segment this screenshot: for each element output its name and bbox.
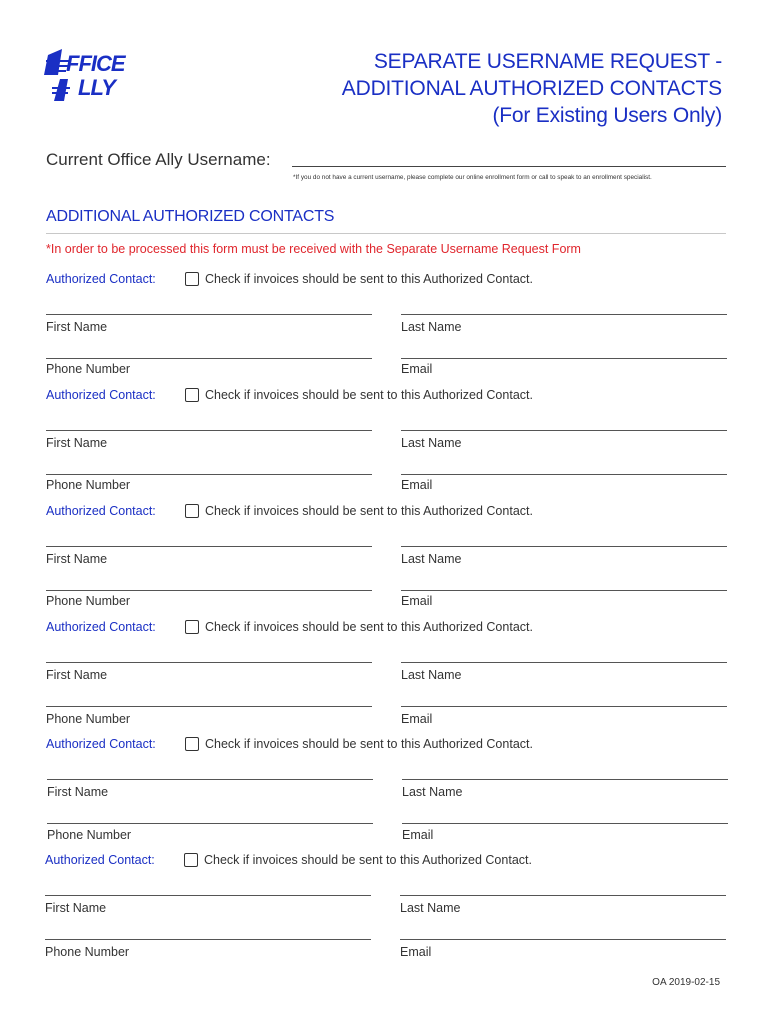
- phone-number-label: Phone Number: [46, 594, 131, 608]
- authorized-contact-block: [46, 737, 726, 847]
- office-ally-logo: [44, 45, 154, 101]
- form-version-code: OA 2019-02-15: [652, 977, 720, 988]
- invoice-checkbox[interactable]: [185, 737, 199, 751]
- authorized-contact-block: [45, 853, 725, 963]
- last-name-label: Last Name: [401, 320, 462, 334]
- first-name-label: First Name: [46, 320, 108, 334]
- email-line[interactable]: [401, 358, 727, 359]
- phone-number-label: Phone Number: [45, 945, 130, 959]
- first-name-label: First Name: [45, 901, 107, 915]
- authorized-contact-label: Authorized Contact:: [46, 737, 156, 751]
- svg-text:LLY: LLY: [78, 75, 115, 100]
- invoice-checkbox-label: Check if invoices should be sent to this Authorized Contact.: [205, 620, 533, 634]
- last-name-label: Last Name: [402, 785, 463, 799]
- username-label: Current Office Ally Username:: [46, 150, 271, 169]
- first-name-label: First Name: [46, 668, 108, 682]
- authorized-contact-block: [46, 388, 726, 498]
- email-line[interactable]: [401, 706, 727, 707]
- authorized-contact-label: Authorized Contact:: [46, 620, 156, 634]
- username-row: [46, 150, 726, 174]
- phone-number-line[interactable]: [46, 706, 372, 707]
- authorized-contact-block: [46, 620, 726, 730]
- last-name-label: Last Name: [401, 552, 462, 566]
- email-label: Email: [401, 478, 433, 492]
- section-divider: [46, 233, 726, 234]
- username-note: *If you do not have a current username, please complete our online enrollment form or call to speak to an enrollment specialist.: [293, 174, 652, 181]
- last-name-line[interactable]: [401, 430, 727, 431]
- first-name-label: First Name: [47, 785, 109, 799]
- title-line-1: SEPARATE USERNAME REQUEST -: [373, 50, 722, 73]
- email-label: Email: [401, 362, 433, 376]
- invoice-checkbox[interactable]: [185, 272, 199, 286]
- invoice-checkbox-label: Check if invoices should be sent to this Authorized Contact.: [205, 504, 533, 518]
- last-name-line[interactable]: [401, 314, 727, 315]
- last-name-line[interactable]: [402, 779, 728, 780]
- invoice-checkbox[interactable]: [184, 853, 198, 867]
- phone-number-line[interactable]: [45, 939, 371, 940]
- first-name-line[interactable]: [46, 430, 372, 431]
- email-label: Email: [400, 945, 432, 959]
- first-name-line[interactable]: [46, 314, 372, 315]
- email-line[interactable]: [401, 474, 727, 475]
- authorized-contact-label: Authorized Contact:: [46, 388, 156, 402]
- phone-number-line[interactable]: [47, 823, 373, 824]
- authorized-contact-block: [46, 504, 726, 614]
- email-line[interactable]: [402, 823, 728, 824]
- phone-number-line[interactable]: [46, 590, 372, 591]
- last-name-label: Last Name: [400, 901, 461, 915]
- first-name-line[interactable]: [46, 546, 372, 547]
- username-input-line[interactable]: [292, 166, 726, 167]
- invoice-checkbox-label: Check if invoices should be sent to this Authorized Contact.: [205, 272, 533, 286]
- phone-number-label: Phone Number: [46, 712, 131, 726]
- first-name-label: First Name: [46, 436, 108, 450]
- first-name-label: First Name: [46, 552, 108, 566]
- invoice-checkbox[interactable]: [185, 388, 199, 402]
- form-title: [342, 48, 722, 129]
- first-name-line[interactable]: [47, 779, 373, 780]
- phone-number-label: Phone Number: [46, 478, 131, 492]
- authorized-contact-label: Authorized Contact:: [46, 272, 156, 286]
- authorized-contact-block: [46, 272, 726, 382]
- title-line-3: (For Existing Users Only): [492, 104, 722, 127]
- last-name-line[interactable]: [401, 546, 727, 547]
- email-line[interactable]: [401, 590, 727, 591]
- title-line-2: ADDITIONAL AUTHORIZED CONTACTS: [341, 77, 722, 100]
- email-label: Email: [401, 712, 433, 726]
- email-label: Email: [401, 594, 433, 608]
- invoice-checkbox-label: Check if invoices should be sent to this Authorized Contact.: [205, 388, 533, 402]
- authorized-contact-label: Authorized Contact:: [46, 504, 156, 518]
- section-title: ADDITIONAL AUTHORIZED CONTACTS: [46, 208, 335, 225]
- invoice-checkbox-label: Check if invoices should be sent to this Authorized Contact.: [205, 737, 533, 751]
- phone-number-line[interactable]: [46, 358, 372, 359]
- invoice-checkbox[interactable]: [185, 504, 199, 518]
- email-label: Email: [402, 828, 434, 842]
- invoice-checkbox[interactable]: [185, 620, 199, 634]
- authorized-contact-label: Authorized Contact:: [45, 853, 155, 867]
- phone-number-label: Phone Number: [47, 828, 132, 842]
- last-name-line[interactable]: [401, 662, 727, 663]
- svg-text:FFICE: FFICE: [66, 51, 125, 76]
- invoice-checkbox-label: Check if invoices should be sent to this Authorized Contact.: [204, 853, 532, 867]
- last-name-line[interactable]: [400, 895, 726, 896]
- last-name-label: Last Name: [401, 668, 462, 682]
- first-name-line[interactable]: [46, 662, 372, 663]
- phone-number-label: Phone Number: [46, 362, 131, 376]
- last-name-label: Last Name: [401, 436, 462, 450]
- first-name-line[interactable]: [45, 895, 371, 896]
- requirement-note: *In order to be processed this form must be received with the Separate Username Request Form: [46, 242, 581, 256]
- phone-number-line[interactable]: [46, 474, 372, 475]
- email-line[interactable]: [400, 939, 726, 940]
